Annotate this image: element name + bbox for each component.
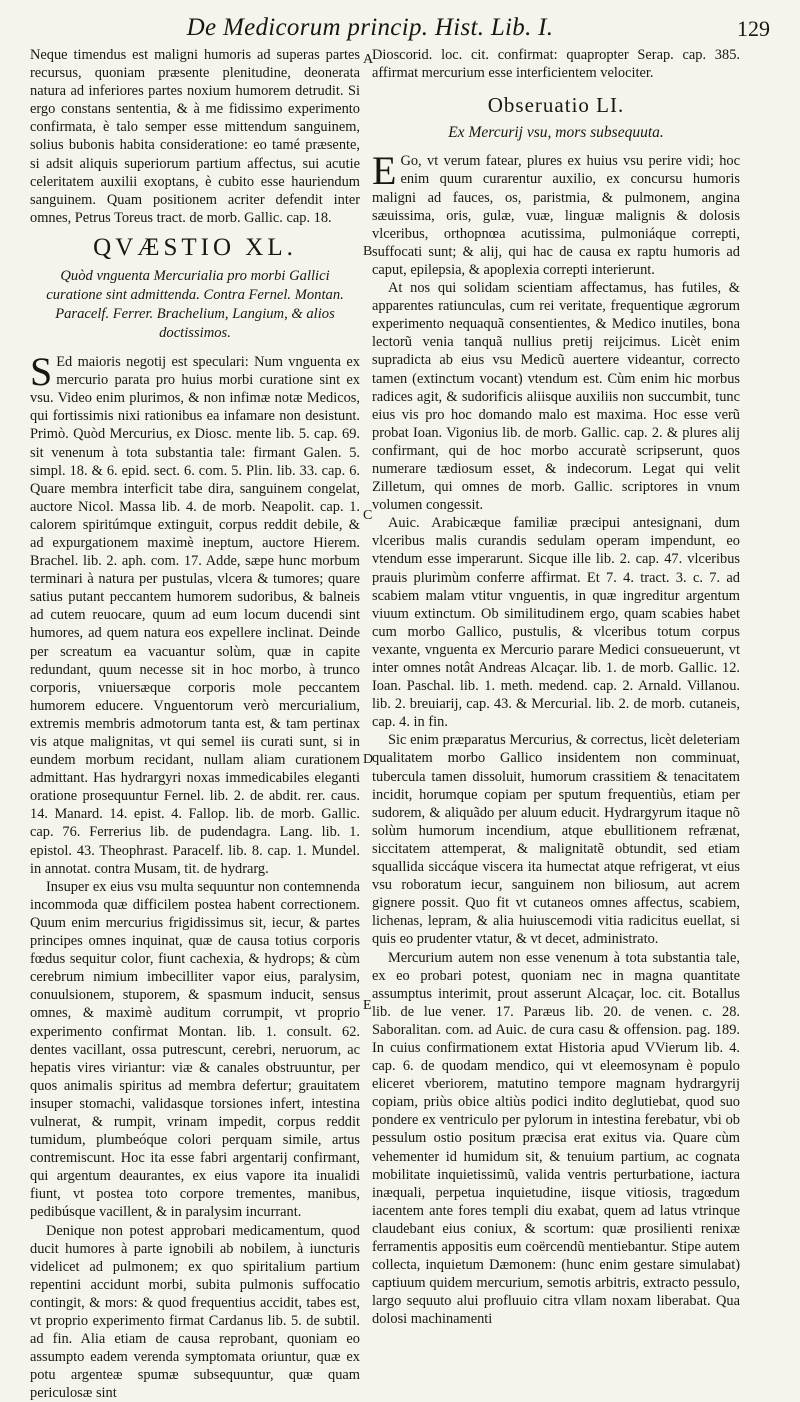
paragraph: Insuper ex eius vsu multa sequuntur non contemnenda incommoda quæ difficilem postea habent correctionem. Quum enim mercurius frigidissimus sit, iecur, & partes principes omnes inquinat, quæ de causa totius corporis fœdus sequitur color, fiunt cachexia, & hydrops; & cùm cerebrum nimium imbecilliter vapor eius, paralysim, conuulsionem, stuporem, & spasmum inducit, sensus omnes, & maximè auditum corrumpit, vt proprio experimento confirmat Montan. lib. 1. consult. 62. dentes vacillant, ossa putrescunt, cerebri, neruorum, ac hepatis vires viriantur: viæ & canales obstruuntur, per quos animalis spiritus ad membra defertur; grauitatem insuper stomachi, validasque torsiones infert, intestina vulnerat, & rumpit, vrinam impedit, corpus reddit tumidum, plumbeóque colori perquam simile, artus contremiscunt. Hoc ita esse fabri argentarij confirmant, qui argentum deaurantes, ex eius vapore ita inualidi fiunt, vt postea toto corpore trementes, manibus, pedibúsque vacillent, & in paralysim incurrant. xyxy=(30,878,360,1221)
paragraph: Auic. Arabicæque familiæ præcipui antesignani, dum vlceribus malis curandis sedulam operam impendunt, eo vtendum esse imperarunt. Sicque ille lib. 2. cap. 47. vlceribus prauis plurimùm conferre affirmat. Et 7. 4. tract. 3. c. 7. ad scabiem malam vtitur vnguentis, in quæ ingreditur argentum viuum extinctum. Ob similitudinem ergo, quam scabies habet cum morbo Gallico, pustulis, & vlceribus totum corpus vexante, vnguenta ex Mercurio parare Medici consueuerunt, vt inter omnes notât Andreas Alcaçar. lib. 1. de morb. Gallic. 12. Ioan. Paschal. lib. 1. meth. medend. cap. 2. Arnald. Villanou. lib. 2. breuiarij, cap. 43. & Mercurial. lib. 2. de morb. cutaneis, cap. 4. in fin. xyxy=(372,515,740,731)
paragraph: Dioscorid. loc. cit. confirmat: quapropter Serap. cap. 385. affirmat mercurium esse interficientem velociter. xyxy=(372,47,740,82)
observation-heading: Obseruatio LI. xyxy=(487,93,625,118)
paragraph: Denique non potest approbari medicamentum, quod ducit humores à parte ignobili ab nobilem, à iuncturis videlicet ad pulmonem; ex quo spiritalium partium repentini accidunt morbi, subita pulmonis suffocatio contingit, & mors: & quod frequentius accidit, tabes est, vt proprio experimento firmat Cardanus lib. 5. de subtil. ad fin. Alia etiam de causa reprobant, quoniam eo assumpto eadem verenda symptomata oriuntur, quæ ex potu argenteæ spumæ subsequuntur, quæ quam periculosæ sint xyxy=(30,1222,360,1402)
paragraph-with-dropcap xyxy=(372,148,740,279)
paragraph-with-dropcap xyxy=(30,349,360,878)
observation-subtitle: Ex Mercurij vsu, mors subsequuta. xyxy=(448,124,664,142)
page-number: 129 xyxy=(737,16,770,41)
paragraph: Neque timendus est maligni humoris ad superas partes recursus, quoniam præsente plenitudine, deonerata natura ad inferiores partes noxium humorem detrudit. Si ergo constans sententia, & à me fidissimo experimento confirmata, è talo semper esse mittendum sanguinem, solius bubonis habita consideratione: eo tamé præsente, si adsit aliquis superiorum partium affectus, sui acutie celeritatem auxilii exoptans, è cubito esse hauriendum sanguinem. Quam positionem acriter defendit inter omnes, Petrus Toreus tract. de morb. Gallic. cap. 18. xyxy=(30,47,360,226)
paragraph: Mercurium autem non esse venenum à tota substantia tale, ex eo probari potest, quoniam nec in magna quantitate assumptus interimit, prout asserunt Alcaçar, loc. cit. Botallus lib. de lue vener. 17. Paræus lib. 20. de venen. c. 28. Saboralitan. com. ad Auic. de cura casu & offension. pag. 189. In cuius confirmationem extat Historia apud VVierum lib. 4. cap. 6. de quodam mendico, qui vt eleemosynam è populo eliceret vberiorem, matutino tempore magnam hydrargyrij copiam, priùs obice altiùs podici indito deglutiebat, quod suo pondere ex ventriculo per pylorum in intestina ferebatur, vbi ob pessulum ostio positum præcisa erat exitus via. Quare cùm vehementer id humidum sit, & tenuium partium, ac cognata mobilitate inquietissimũ, valida ventris perturbatione, iactura inæquali, perpetua inquietudine, iisque vitiosis, tragœdum iacentem ante fores templi diu exabat, quem ad latus vtrinque claudebant eius coniux, & scortum: quæ prosilienti renixæ ferramentis appositis eum coërcendũ mentiebantur. Stipe autem collecta, inquietum Dæmonem: (hunc enim gestare simulabat) captiuum quidem mercurium, semotis arbitris, extracto pessulo, largo sequuto alui profluuio citra vllam noxam liberabat. Qua dolosi machinamenti xyxy=(372,949,740,1328)
question-subtitle: Quòd vnguenta Mercurialia pro morbi Gallici curatione sint admittenda. Contra Fernel. Montan. Paracelf. Ferrer. Brachelium, Langium, & alios doctissimos. xyxy=(46,268,344,342)
paragraph-text: Ed maioris negotij est speculari: Num vnguenta ex mercurio parata pro huius morbi curatione sint ex vsu. Video enim plurimos, & non infimæ notæ Medicos, qui fortissimis nixi rationibus ea infamare non desistunt. Primò. Quòd Mercurius, ex Diosc. mente lib. 5. cap. 69. sit venenum à tota substantia tale: firmant Galen. 5. simpl. 18. & 6. epid. sect. 6. com. 5. Plin. lib. 33. cap. 6. Quare membra interficit tabe dira, sanguinem congelat, auctore Nicol. Massa lib. 4. de morb. Neapolit. cap. 1. calorem spiritúmque extinguit, corpus reddit debile, & ad expurgationem maximè ineptum, auctore Hierem. Brachel. lib. 2. aph. com. 17. Adde, sæpe hunc morbum terminari à natura per pustulas, vlcera & tumores; quare satius putant peccantem humorem sudoribus, & balneis ad cutem reuocare, quum ad eum locum ducendi sint humores, ad quem natura eos expellere inclinat. Deinde per screatum ea vacuantur solùm, quæ in capite redundant, quum necesse sit in hoc morbo, à trunco corporis, vniuersæque corporis mole peccantem humorem educere. Vnguentorum verò mercurialium, extremis membris admotorum tanta est, & tam pertinax vis atque malignitas, vt qui semel iis curati sunt, si in eundem morbum recidant, nullam aliam curationem admittant. Has hydrargyri noxas immedicabiles eleganti oratione prosequuntur Fernel. lib. 2. de abdit. rer. caus. 14. Manard. 14. epist. 4. Fallop. lib. de morb. Gallic. cap. 76. Ferrerius lib. de pudendagra. Lang. lib. 1. epistol. 43. Theophrast. Paracelf. lib. 8. cap. 1. Mundel. in annotat. contra Musam, tit. de hydrarg. xyxy=(30,354,360,877)
margin-letter: A xyxy=(363,52,374,67)
paragraph: At nos qui solidam scientiam affectamus, has futiles, & apparentes ratiunculas, cum rei veritate, frequentique ægrorum experimento nequaquã consentientes, & Medico inutiles, bona lectorũ venia tanquã nullius pretij reijcimus. Licèt enim supradicta ab eius vsu Medicũ auertere videantur, correcto tamen (extinctum vocant) vtendum est. Cùm enim hic morbus radices agit, & sudorificis aliisque auxiliis non succumbit, tunc eius vis pro hoc domando malo est maxima. Hoc esse verũ probat Ioan. Vigonius lib. de morb. Gallic. cap. 2. & plures alij confirmant, qui de hoc morbo accuratè scripserunt, quos numerare tædiosum esset, & indecorum. Legat qui velit Zilletum, qui omnes de morb. Gallic. scriptores in vnum volumen congessit. xyxy=(372,280,740,514)
margin-letter: C xyxy=(363,508,373,523)
running-head: De Medicorum princip. Hist. Lib. I. xyxy=(186,14,554,41)
right-column xyxy=(372,46,740,1328)
margin-letter: E xyxy=(363,998,372,1013)
question-heading: QVÆSTIO XL. xyxy=(93,233,297,261)
dropcap-letter: S xyxy=(30,349,53,395)
dropcap-letter: E xyxy=(372,148,397,194)
page-header xyxy=(30,14,770,48)
paragraph: Sic enim præparatus Mercurius, & correctus, licèt deleteriam qualitatem morbo Gallico insidentem non comminuat, tubercula tamen dissoluit, humorum crassitiem & tenacitatem incidit, horumque copiam per sputum frequentiùs, etiam per sudorem, & aliquãdo per aluum educit. Hydrargyrum itaque nõ solùm humorum incendium, atque ebullitionem refrænat, siccitatem attemperat, & malignitatẽ obtundit, sed etiam squallida siccáque viscera ita humectat atque refrigerat, vt eius vsu roboratum iecur, sanguinem non biliosum, aut acrem gignere possit. Quo fit vt cutaneos omnes affectus, scabiem, lichenas, lepram, & alia huiuscemodi vitia radicitus euellat, si quis eo prudenter vtatur, & vt decet, administrato. xyxy=(372,732,740,948)
margin-letter: B xyxy=(363,244,373,259)
margin-letter: D xyxy=(363,752,374,767)
left-column xyxy=(30,46,360,1402)
paragraph-text: Go, vt verum fatear, plures ex huius vsu perire vidi; hoc enim quum curarentur auxilio, ex concursu humoris maligni ad fauces, os, paristmia, & pulmonem, angina sæuissima, oris, gulæ, vuæ, linguæ malignis & dolosis vlceribus, orthopnœa acutissima, pulmoniáque correpti, suffocati sunt; & alij, qui hac de causa ex raptu humoris ad caput, epilepsia, & apoplexia correpti interierunt. xyxy=(372,153,740,278)
